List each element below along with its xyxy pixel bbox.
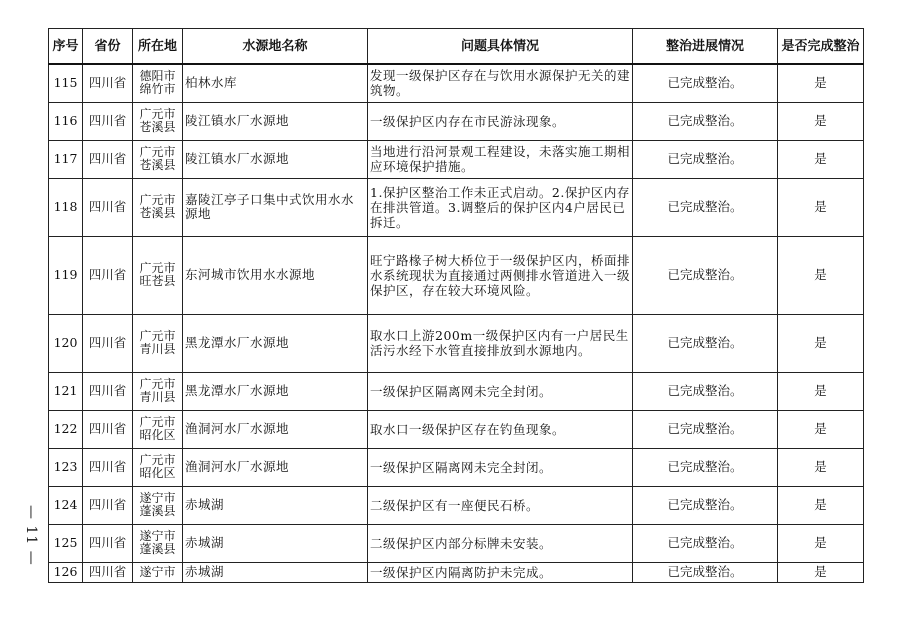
cell-completed: 是 [778, 410, 864, 448]
cell-completed: 是 [778, 178, 864, 236]
cell-num: 123 [49, 448, 83, 486]
cell-location: 广元市昭化区 [133, 448, 183, 486]
cell-problem: 一级保护区隔离网未完全封闭。 [368, 448, 633, 486]
cell-source-name: 赤城湖 [183, 486, 368, 524]
cell-completed: 是 [778, 486, 864, 524]
table-row [49, 486, 864, 524]
cell-source-name: 赤城湖 [183, 562, 368, 582]
cell-province: 四川省 [83, 236, 133, 314]
cell-location: 广元市苍溪县 [133, 140, 183, 178]
table-header-row [49, 29, 864, 65]
cell-province: 四川省 [83, 562, 133, 582]
cell-source-name: 黑龙潭水厂水源地 [183, 372, 368, 410]
cell-completed: 是 [778, 314, 864, 372]
table-row [49, 524, 864, 562]
cell-location: 遂宁市蓬溪县 [133, 486, 183, 524]
cell-source-name: 东河城市饮用水水源地 [183, 236, 368, 314]
water-source-table [48, 28, 864, 583]
cell-num: 124 [49, 486, 83, 524]
cell-problem: 二级保护区内部分标牌未安装。 [368, 524, 633, 562]
header-num: 序号 [49, 29, 83, 65]
cell-problem: 一级保护区隔离网未完全封闭。 [368, 372, 633, 410]
cell-completed: 是 [778, 140, 864, 178]
table-row [49, 448, 864, 486]
cell-num: 119 [49, 236, 83, 314]
cell-province: 四川省 [83, 314, 133, 372]
table-row [49, 410, 864, 448]
table-row [49, 102, 864, 140]
cell-problem: 发现一级保护区存在与饮用水源保护无关的建筑物。 [368, 64, 633, 102]
cell-location: 广元市苍溪县 [133, 178, 183, 236]
cell-completed: 是 [778, 448, 864, 486]
cell-province: 四川省 [83, 102, 133, 140]
cell-progress: 已完成整治。 [633, 140, 778, 178]
cell-province: 四川省 [83, 410, 133, 448]
cell-problem: 旺宁路椽子树大桥位于一级保护区内，桥面排水系统现状为直接通过两侧排水管道进入一级保护区，存在较大环境风险。 [368, 236, 633, 314]
cell-source-name: 渔洞河水厂水源地 [183, 410, 368, 448]
table-row [49, 314, 864, 372]
cell-progress: 已完成整治。 [633, 562, 778, 582]
cell-province: 四川省 [83, 524, 133, 562]
cell-completed: 是 [778, 524, 864, 562]
header-problem: 问题具体情况 [368, 29, 633, 65]
cell-progress: 已完成整治。 [633, 178, 778, 236]
cell-progress: 已完成整治。 [633, 314, 778, 372]
header-progress: 整治进展情况 [633, 29, 778, 65]
cell-location: 遂宁市蓬溪县 [133, 524, 183, 562]
cell-problem: 一级保护区内隔离防护未完成。 [368, 562, 633, 582]
cell-progress: 已完成整治。 [633, 486, 778, 524]
cell-progress: 已完成整治。 [633, 102, 778, 140]
cell-province: 四川省 [83, 486, 133, 524]
header-source-name: 水源地名称 [183, 29, 368, 65]
cell-problem: 取水口一级保护区存在钓鱼现象。 [368, 410, 633, 448]
cell-completed: 是 [778, 562, 864, 582]
cell-progress: 已完成整治。 [633, 410, 778, 448]
cell-problem: 取水口上游200m一级保护区内有一户居民生活污水经下水管直接排放到水源地内。 [368, 314, 633, 372]
table-row [49, 64, 864, 102]
cell-num: 115 [49, 64, 83, 102]
cell-num: 117 [49, 140, 83, 178]
cell-source-name: 赤城湖 [183, 524, 368, 562]
cell-problem: 二级保护区有一座便民石桥。 [368, 486, 633, 524]
cell-num: 122 [49, 410, 83, 448]
cell-progress: 已完成整治。 [633, 448, 778, 486]
cell-problem: 一级保护区内存在市民游泳现象。 [368, 102, 633, 140]
cell-num: 116 [49, 102, 83, 140]
cell-location: 广元市昭化区 [133, 410, 183, 448]
table-row [49, 372, 864, 410]
table-row [49, 236, 864, 314]
cell-location: 广元市青川县 [133, 314, 183, 372]
cell-progress: 已完成整治。 [633, 524, 778, 562]
cell-source-name: 陵江镇水厂水源地 [183, 102, 368, 140]
header-province: 省份 [83, 29, 133, 65]
cell-province: 四川省 [83, 64, 133, 102]
cell-progress: 已完成整治。 [633, 372, 778, 410]
table-row [49, 562, 864, 582]
cell-location: 遂宁市 [133, 562, 183, 582]
cell-source-name: 柏林水库 [183, 64, 368, 102]
cell-num: 118 [49, 178, 83, 236]
cell-source-name: 渔洞河水厂水源地 [183, 448, 368, 486]
cell-source-name: 嘉陵江亭子口集中式饮用水水源地 [183, 178, 368, 236]
cell-num: 125 [49, 524, 83, 562]
cell-completed: 是 [778, 102, 864, 140]
cell-completed: 是 [778, 64, 864, 102]
cell-num: 121 [49, 372, 83, 410]
cell-problem: 1.保护区整治工作未正式启动。2.保护区内存在排洪管道。3.调整后的保护区内4户居民已拆迁。 [368, 178, 633, 236]
table-row [49, 140, 864, 178]
header-completed: 是否完成整治 [778, 29, 864, 65]
cell-location: 广元市青川县 [133, 372, 183, 410]
cell-completed: 是 [778, 236, 864, 314]
cell-num: 126 [49, 562, 83, 582]
cell-source-name: 黑龙潭水厂水源地 [183, 314, 368, 372]
cell-location: 德阳市绵竹市 [133, 64, 183, 102]
cell-province: 四川省 [83, 140, 133, 178]
header-location: 所在地 [133, 29, 183, 65]
cell-location: 广元市旺苍县 [133, 236, 183, 314]
cell-completed: 是 [778, 372, 864, 410]
cell-province: 四川省 [83, 448, 133, 486]
cell-location: 广元市苍溪县 [133, 102, 183, 140]
cell-problem: 当地进行沿河景观工程建设，未落实施工期相应环境保护措施。 [368, 140, 633, 178]
cell-source-name: 陵江镇水厂水源地 [183, 140, 368, 178]
cell-progress: 已完成整治。 [633, 236, 778, 314]
cell-province: 四川省 [83, 178, 133, 236]
table-row [49, 178, 864, 236]
page-number: — 11 — [23, 504, 39, 566]
cell-num: 120 [49, 314, 83, 372]
cell-province: 四川省 [83, 372, 133, 410]
cell-progress: 已完成整治。 [633, 64, 778, 102]
